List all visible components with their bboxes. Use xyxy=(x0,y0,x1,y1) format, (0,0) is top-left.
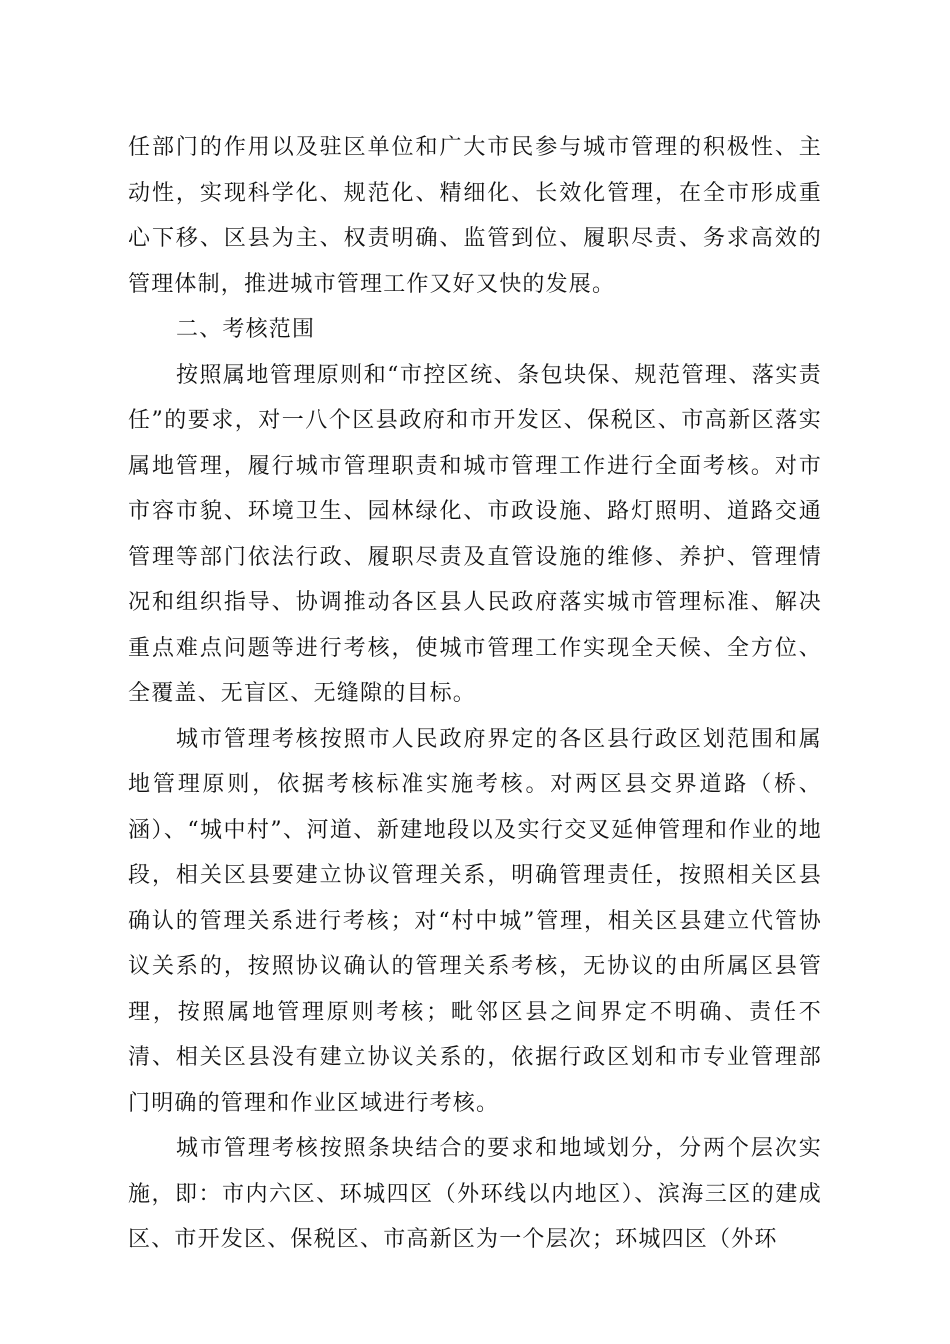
document-body xyxy=(128,125,822,1263)
paragraph: 城市管理考核按照市人民政府界定的各区县行政区划范围和属地管理原则，依据考核标准实施考核。对两区县交界道路（桥、涵）、“城中村”、河道、新建地段以及实行交叉延伸管理和作业的地段，相关区县要建立协议管理关系，明确管理责任，按照相关区县确认的管理关系进行考核；对“村中城”管理，相关区县建立代管协议关系的，按照协议确认的管理关系考核，无协议的由所属区县管理，按照属地管理原则考核；毗邻区县之间界定不明确、责任不清、相关区县没有建立协议关系的，依据行政区划和市专业管理部门明确的管理和作业区域进行考核。 xyxy=(128,726,822,1116)
section-heading: 二、考核范围 xyxy=(176,317,316,342)
paragraph-continuation: 任部门的作用以及驻区单位和广大市民参与城市管理的积极性、主动性，实现科学化、规范化、精细化、长效化管理，在全市形成重心下移、区县为主、权责明确、监管到位、履职尽责、务求高效的管理体制，推进城市管理工作又好又快的发展。 xyxy=(128,135,822,297)
paragraph: 按照属地管理原则和“市控区统、条包块保、规范管理、落实责任”的要求，对一八个区县政府和市开发区、保税区、市高新区落实属地管理，履行城市管理职责和城市管理工作进行全面考核。对市市容市貌、环境卫生、园林绿化、市政设施、路灯照明、道路交通管理等部门依法行政、履职尽责及直管设施的维修、养护、管理情况和组织指导、协调推动各区县人民政府落实城市管理标准、解决重点难点问题等进行考核，使城市管理工作实现全天候、全方位、全覆盖、无盲区、无缝隙的目标。 xyxy=(128,362,822,706)
paragraph: 城市管理考核按照条块结合的要求和地域划分，分两个层次实施，即：市内六区、环城四区（外环线以内地区）、滨海三区的建成区、市开发区、保税区、市高新区为一个层次；环城四区（外环 xyxy=(128,1136,822,1252)
